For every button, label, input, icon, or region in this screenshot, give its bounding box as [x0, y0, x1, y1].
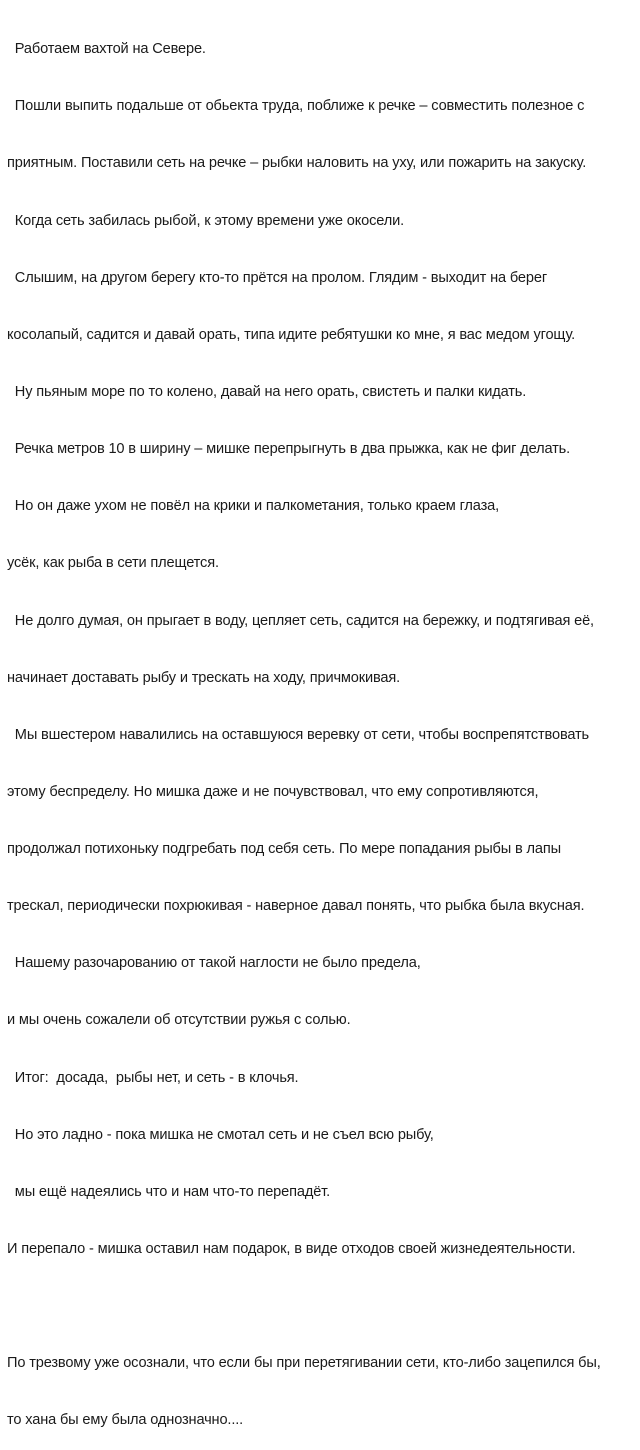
story-blank-line — [7, 1297, 635, 1316]
story-line-7: Ну пьяным море по то колено, давай на него орать, свистеть и палки кидать. — [7, 383, 527, 400]
story-line-5: Слышим, на другом берегу кто-то прётся на пролом. Глядим - выходит на берег — [7, 269, 547, 286]
story-line-14: этому беспределу. Но мишка даже и не почувствовал, что ему сопротивляются, — [7, 783, 539, 800]
story-line-15: продолжал потихоньку подгребать под себя сеть. По мере попадания рыбы в лапы — [7, 841, 561, 858]
story-line-10: усёк, как рыба в сети плещется. — [7, 555, 219, 572]
story-line-1: Работаем вахтой на Севере. — [7, 41, 206, 58]
story-line-9: Но он даже ухом не повёл на крики и палкометания, только краем глаза, — [7, 498, 500, 515]
story-line-4: Когда сеть забилась рыбой, к этому времени уже окосели. — [7, 212, 405, 229]
story-line-20: Но это ладно - пока мишка не смотал сеть и не съел всю рыбу, — [7, 1126, 434, 1143]
story-line-22: И перепало - мишка оставил нам подарок, в виде отходов своей жизнедеятельности. — [7, 1241, 576, 1258]
story-line-11: Не долго думая, он прыгает в воду, цепляет сеть, садится на бережку, и подтягивая её, — [7, 612, 594, 629]
story-line-13: Мы вшестером навалились на оставшуюся веревку от сети, чтобы воспрепятствовать — [7, 726, 590, 743]
story-text — [7, 2, 635, 1450]
story-line-3: приятным. Поставили сеть на речке – рыбки наловить на уху, или пожарить на закуску. — [7, 155, 587, 172]
story-line-24: По трезвому уже осознали, что если бы при перетягивании сети, кто-либо зацепился бы, — [7, 1355, 601, 1372]
story-line-8: Речка метров 10 в ширину – мишке перепрыгнуть в два прыжка, как не фиг делать. — [7, 441, 571, 458]
story-line-18: и мы очень сожалели об отсутствии ружья с солью. — [7, 1012, 351, 1029]
story-line-12: начинает доставать рыбу и трескать на ходу, причмокивая. — [7, 669, 401, 686]
story-line-17: Нашему разочарованию от такой наглости не было предела, — [7, 955, 421, 972]
story-line-6: косолапый, садится и давай орать, типа идите ребятушки ко мне, я вас медом угощу. — [7, 326, 576, 343]
story-line-16: трескал, периодически похрюкивая - наверное давал понять, что рыбка была вкусная. — [7, 898, 585, 915]
story-line-19: Итог: досада, рыбы нет, и сеть - в клочья. — [7, 1069, 299, 1086]
story-line-2: Пошли выпить подальше от обьекта труда, поближе к речке – совместить полезное с — [7, 98, 585, 115]
story-line-25: то хана бы ему была однозначно.... — [7, 1412, 244, 1429]
story-line-21: мы ещё надеялись что и нам что-то перепадёт. — [7, 1183, 330, 1200]
